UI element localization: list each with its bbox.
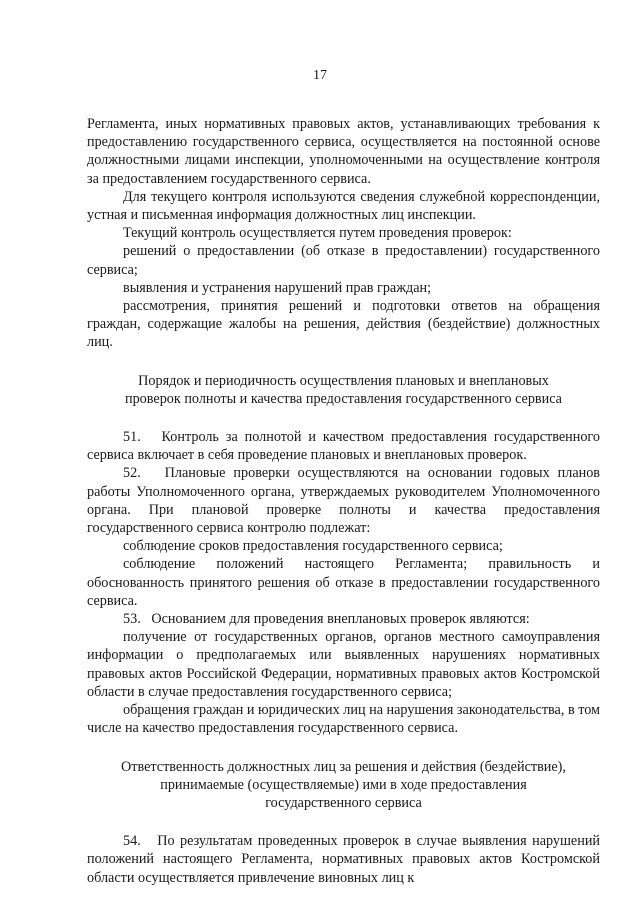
paragraph: соблюдение сроков предоставления государственного сервиса; [123,538,503,555]
paragraph: Для текущего контроля используются сведения служебной корреспонденции, устная и письменная информация должностных лиц инспекции. [87,188,600,224]
paragraph: соблюдение положений настоящего Регламента; правильность и обоснованность принятого решения об отказе в предоставлении государственного сервиса. [87,556,600,609]
paragraph: 53. Основанием для проведения внеплановых проверок являются: [123,611,530,628]
section-heading-line: проверок полноты и качества предоставления государственного сервиса [125,390,562,407]
paragraph: Регламента, иных нормативных правовых актов, устанавливающих требования к предоставлению государственного сервиса, осуществляется на постоянной основе должностными лицами инспекции, уполномоченными на осуществление контроля за предоставлением государственного сервиса. [87,116,600,187]
paragraph: Текущий контроль осуществляется путем проведения проверок: [123,225,512,242]
page-number: 17 [313,68,327,83]
paragraph: 51. Контроль за полнотой и качеством предоставления государственного сервиса включает в себя проведение плановых и внеплановых проверок. [87,429,600,464]
document-body [87,115,600,887]
section-heading-line: государственного сервиса [265,794,422,811]
section-heading-line: Ответственность должностных лиц за решения и действия (бездействие), [121,758,566,775]
paragraph: получение от государственных органов, органов местного самоуправления информации о предполагаемых или выявленных нарушениях нормативных правовых актов Российской Федерации, нормативных правовых актов Костромской области в случае предоставления государственного сервиса; [87,629,600,700]
paragraph: рассмотрения, принятия решений и подготовки ответов на обращения граждан, содержащие жалобы на решения, действия (бездействие) должностных лиц. [87,298,600,351]
paragraph: 52. Плановые проверки осуществляются на основании годовых планов работы Уполномоченного органа, утверждаемых руководителем Уполномоченного органа. При плановой проверке полноты и качества предоставления государственного сервиса контролю подлежат: [87,465,600,537]
section-heading [87,372,600,408]
paragraph: обращения граждан и юридических лиц на нарушения законодательства, в том числе на качество предоставления государственного сервиса. [87,702,601,737]
section-heading-line: Порядок и периодичность осуществления плановых и внеплановых [138,372,549,389]
section-heading [87,758,600,813]
paragraph: решений о предоставлении (об отказе в предоставлении) государственного сервиса; [87,243,600,278]
paragraph: 54. По результатам проведенных проверок в случае выявления нарушений положений настоящего Регламента, нормативных правовых актов Костромской области осуществляется привлечение виновных лиц к [87,833,600,886]
paragraph: выявления и устранения нарушений прав граждан; [123,279,432,296]
section-heading-line: принимаемые (осуществляемые) ими в ходе предоставления [160,776,527,793]
